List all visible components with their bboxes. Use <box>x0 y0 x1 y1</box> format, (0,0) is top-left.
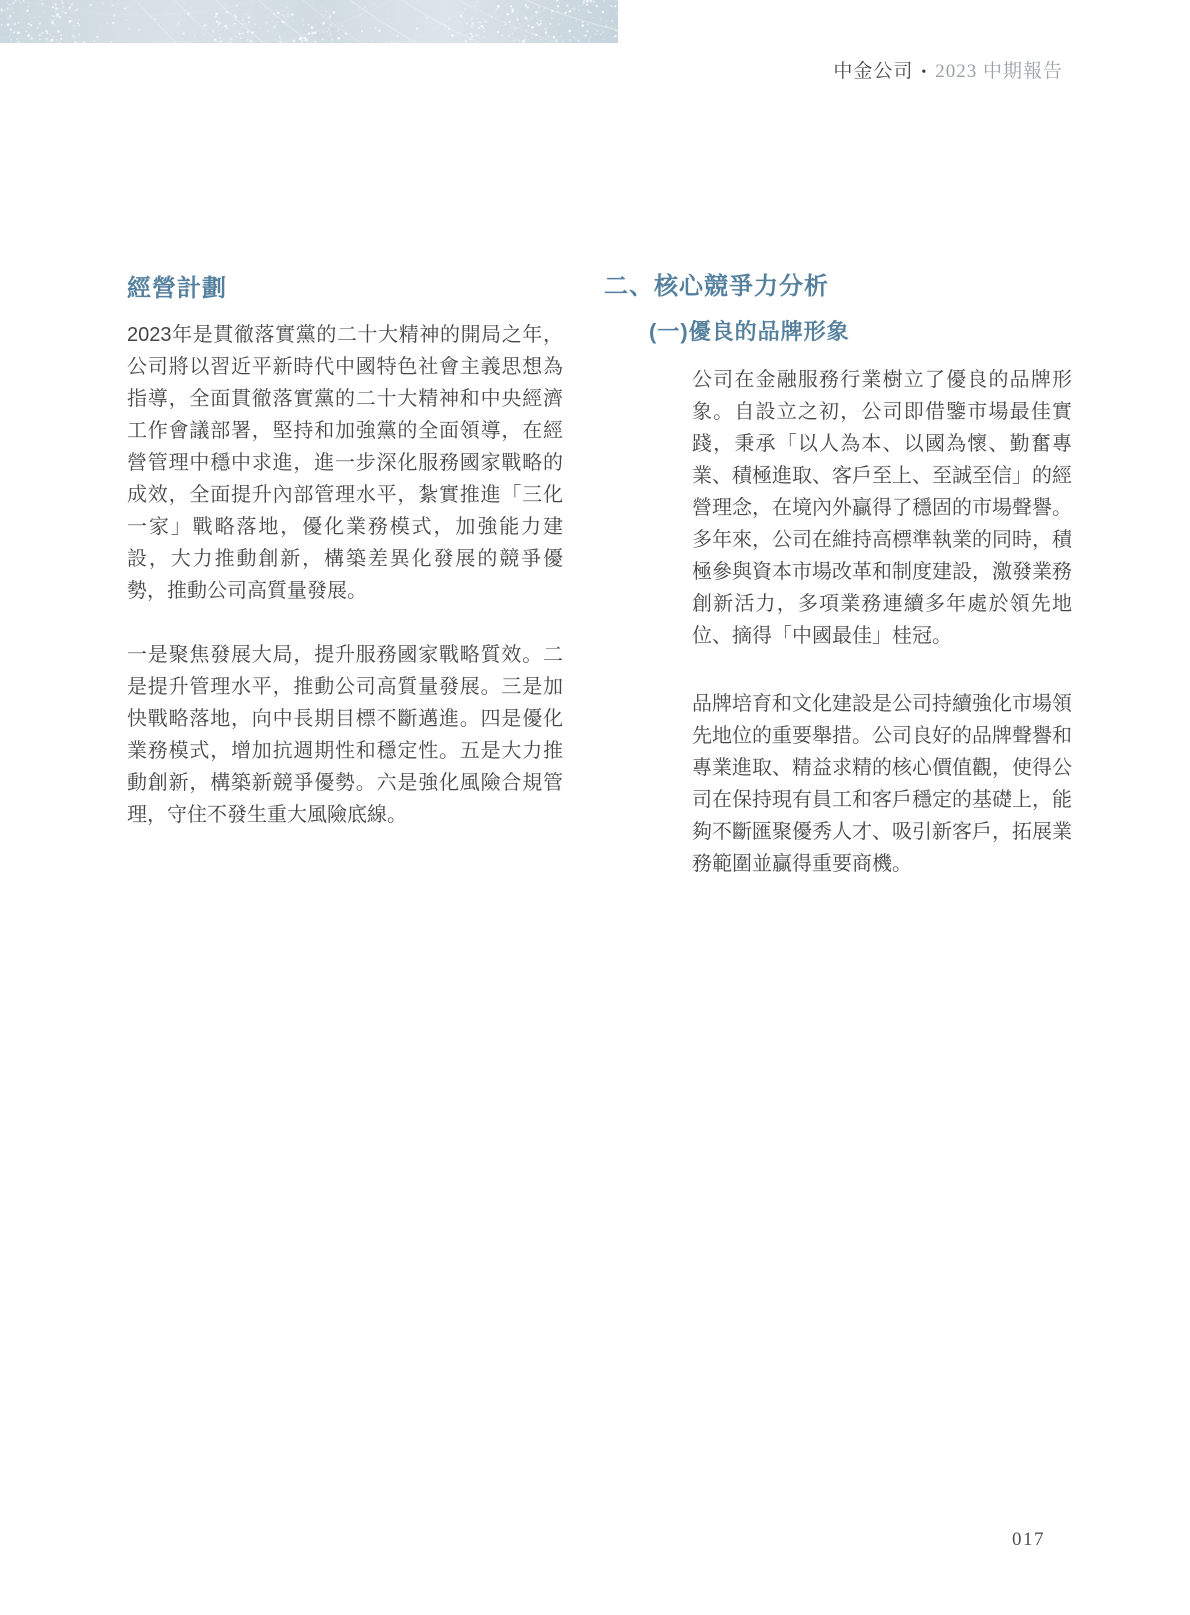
report-title: 2023 中期報告 <box>935 61 1063 82</box>
header-band-art <box>0 0 618 43</box>
bullet-separator-icon: • <box>921 65 928 80</box>
company-name: 中金公司 <box>833 61 914 82</box>
page-number: 017 <box>1012 1529 1045 1550</box>
right-section-heading: 二、核心競爭力分析 <box>604 273 829 300</box>
decorative-header-band <box>0 0 618 43</box>
right-paragraph-2: 品牌培育和文化建設是公司持續強化市場領先地位的重要舉措。公司良好的品牌聲譽和專業進取、精益求精的核心價值觀，使得公司在保持現有員工和客戶穩定的基礎上，能夠不斷匯聚優秀人才、吸引新客戶，拓展業務範圍並贏得重要商機。 <box>692 693 1072 875</box>
right-subsection-heading: (一)優良的品牌形象 <box>649 319 850 344</box>
left-paragraph-2: 一是聚焦發展大局，提升服務國家戰略質效。二是提升管理水平，推動公司高質量發展。三是加快戰略落地，向中長期目標不斷邁進。四是優化業務模式，增加抗週期性和穩定性。五是大力推動創新，構築新競爭優勢。六是強化風險合規管理，守住不發生重大風險底線。 <box>127 644 563 826</box>
left-paragraph-1: 2023年是貫徹落實黨的二十大精神的開局之年，公司將以習近平新時代中國特色社會主義思想為指導，全面貫徹落實黨的二十大精神和中央經濟工作會議部署，堅持和加強黨的全面領導，在經營管理中穩中求進，進一步深化服務國家戰略的成效，全面提升內部管理水平，紮實推進「三化一家」戰略落地，優化業務模式，加強能力建設，大力推動創新，構築差異化發展的競爭優勢，推動公司高質量發展。 <box>127 324 563 602</box>
right-paragraph-1: 公司在金融服務行業樹立了優良的品牌形象。自設立之初，公司即借鑒市場最佳實踐，秉承「以人為本、以國為懷、勤奮專業、積極進取、客戶至上、至誠至信」的經營理念，在境內外贏得了穩固的市場聲譽。多年來，公司在維持高標準執業的同時，積極參與資本市場改革和制度建設，激發業務創新活力，多項業務連續多年處於領先地位、摘得「中國最佳」桂冠。 <box>692 369 1072 647</box>
left-section-heading: 經營計劃 <box>127 275 227 302</box>
report-header <box>833 60 1063 85</box>
